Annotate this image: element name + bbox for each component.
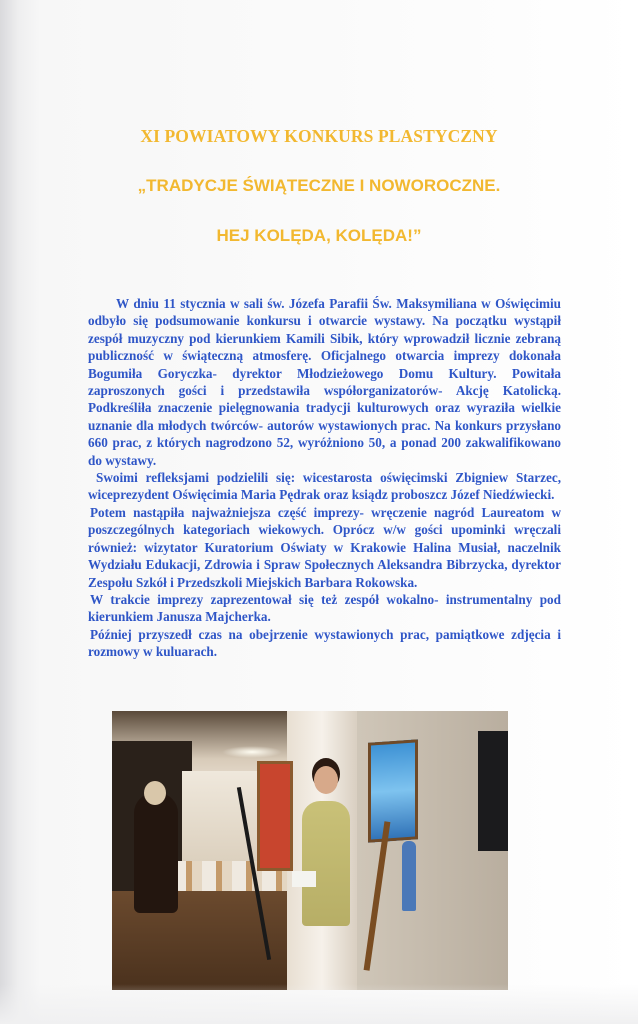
paragraph-band: W trakcie imprezy zaprezentował się też zespół wokalno- instrumentalny pod kierunkiem Janusza Majcherka. [88,591,561,625]
paragraph-reflections: Swoimi refleksjami podzielili się: wicestarosta oświęcimski Zbigniew Starzec, wiceprezydent Oświęcimia Maria Pędrak oraz ksiądz proboszcz Józef Niedźwiecki. [88,470,561,503]
paragraph-awards: Potem nastąpiła najważniejsza część imprezy- wręczenie nagród Laureatom w poszczególnych kategoriach wiekowych. Oprócz w/w gości upominki wręczali również: wizytator Kuratorium Oświaty w Krakowie Halina Musiał, naczelnik Wydziału Edukacji, Zdrowia i Spraw Społecznych Aleksandra Bibrzycka, dyrektor Zespołu Szkół i Przedszkoli Miejskich Barbara Rokowska. [88,504,561,590]
paragraph-opening: W dniu 11 stycznia w sali św. Józefa Parafii Św. Maksymiliana w Oświęcimiu odbyło się podsumowanie konkursu i otwarcie wystawy. Na początku wystąpił zespół muzyczny pod kierunkiem Kamili Sibik, który wprowadził licznie zebraną publiczność w świąteczną atmosferę. Oficjalnego otwarcia imprezy dokonała Bogumiła Goryczka- dyrektor Młodzieżowego Domu Kultury. Powitała zaproszonych gości i przedstawiła współorganizatorów- Akcję Katolicką. Podkreśliła znaczenie pielęgnowania tradycji kulturowych oraz wyraziła wielkie uznanie dla młodych twórców- autorów wystawionych prac. Na konkurs przysłano 660 prac, z których nagrodzono 52, wyróżniono 50, a ponad 200 zakwalifikowano do wystawy. [88,296,561,468]
scan-shadow [0,984,638,1024]
article-body [88,295,561,661]
contest-theme-line-2: HEJ KOLĘDA, KOLĘDA!” [216,226,422,245]
contest-title: XI POWIATOWY KONKURS PLASTYCZNY [140,126,498,146]
contest-theme-line-1: „TRADYCJE ŚWIĄTECZNE I NOWOROCZNE. [137,176,501,195]
paragraph-closing: Później przyszedł czas na obejrzenie wystawionych prac, pamiątkowe zdjęcia i rozmowy w kuluarach. [88,626,561,660]
event-photo [112,711,508,990]
